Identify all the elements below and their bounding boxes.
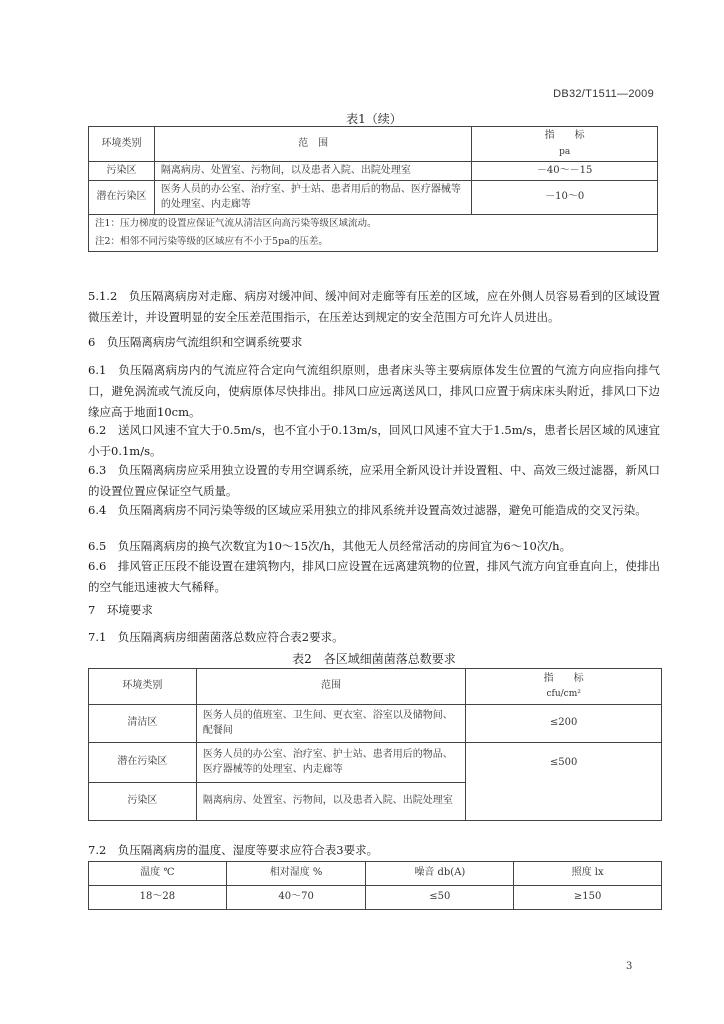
table-row [89, 783, 662, 821]
table2-cell-scope: 医务人员的办公室、治疗室、护士站、患者用后的物品、医疗器械等的处理室、内走廊等 [196, 743, 465, 783]
table2-cell-scope: 医务人员的值班室、卫生间、更衣室、浴室以及储物间、配餐间 [196, 705, 465, 743]
table2-header-env: 环境类别 [89, 669, 197, 705]
table1-cell-scope: 医务人员的办公室、治疗室、护士站、患者用后的物品、医疗器械等的处理室、内走廊等 [154, 181, 471, 215]
paragraph-7-2: 7.2 负压隔离病房的温度、湿度等要求应符合表3要求。 [88, 843, 379, 857]
table3-cell: ≥150 [514, 886, 662, 910]
table-row [89, 181, 658, 215]
table2 [88, 668, 662, 821]
paragraph-6-2: 6.2 送风口风速不宜大于0.5m/s，也不宜小于0.13m/s，回风口风速不宜大于1.5m/s，患者长居区域的风速宜小于0.1m/s。 [88, 423, 660, 458]
table2-cell-value [466, 783, 662, 821]
section-6-heading: 6 负压隔离病房气流组织和空调系统要求 [88, 335, 303, 349]
table3-header: 噪音 db(A) [366, 862, 514, 886]
table2-header-scope: 范围 [196, 669, 465, 705]
table1-header-unit: pa [559, 146, 571, 157]
paragraph-6-4: 6.4 负压隔离病房不同污染等级的区域应采用独立的排风系统并设置高效过滤器，避免可能造成的交叉污染。 [88, 503, 647, 517]
table-row [89, 705, 662, 743]
table2-header-index-label: 指 标 [543, 672, 584, 684]
table3-cell: 18～28 [89, 886, 227, 910]
paragraph-7-1: 7.1 负压隔离病房细菌菌落总数应符合表2要求。 [88, 630, 344, 644]
table3-cell: 40～70 [226, 886, 366, 910]
table-row [89, 743, 662, 783]
table1-header-index-label: 指 标 [544, 130, 585, 141]
table1-header-scope: 范 围 [154, 127, 471, 162]
table2-cell-value: ≤500 [466, 743, 662, 783]
table2-cell-env: 潜在污染区 [89, 743, 197, 783]
table1-cell-env: 潜在污染区 [89, 181, 155, 215]
table1-cell-scope: 隔离病房、处置室、污物间，以及患者入院、出院处理室 [154, 161, 471, 181]
table3-header: 温度 ℃ [89, 862, 227, 886]
table3 [88, 861, 662, 910]
table2-cell-env: 污染区 [89, 783, 197, 821]
table3-header: 照度 lx [514, 862, 662, 886]
table2-caption: 表2 各区域细菌菌落总数要求 [292, 652, 456, 666]
table1-header-env: 环境类别 [89, 127, 155, 162]
table2-header-unit: cfu/cm² [546, 689, 581, 700]
paragraph-6-5: 6.5 负压隔离病房的换气次数宜为10～15次/h，其他无人员经常活动的房间宜为6～10次/h。 [88, 539, 572, 553]
table-row [89, 161, 658, 181]
document-code: DB32/T1511—2009 [553, 88, 654, 100]
table2-cell-scope: 隔离病房、处置室、污物间，以及患者入院、出院处理室 [196, 783, 465, 821]
table1 [88, 126, 658, 252]
table1-note-row [89, 215, 658, 233]
paragraph-6-6: 6.6 排风管正压段不能设置在建筑物内，排风口应设置在远离建筑物的位置，排风气流方向宜垂直向上，使排出的空气能迅速被大气稀释。 [88, 559, 660, 594]
table1-cell-env: 污染区 [89, 161, 155, 181]
table-row [89, 886, 662, 910]
table2-cell-value: ≤200 [466, 705, 662, 743]
section-7-heading: 7 环境要求 [88, 603, 153, 617]
table1-cell-value: －10～0 [472, 181, 658, 215]
table3-cell: ≤50 [366, 886, 514, 910]
table1-cell-value: －40～－15 [472, 161, 658, 181]
table2-cell-env: 清洁区 [89, 705, 197, 743]
paragraph-5-1-2: 5.1.2 负压隔离病房对走廊、病房对缓冲间、缓冲间对走廊等有压差的区域，应在外侧人员容易看到的区域设置微压差计，并设置明显的安全压差范围指示，在压差达到规定的安全范围方可允许人员进出。 [88, 289, 660, 324]
table1-header-index [472, 127, 658, 162]
paragraph-6-3: 6.3 负压隔离病房应采用独立设置的专用空调系统，应采用全新风设计并设置粗、中、高效三级过滤器，新风口的设置位置应保证空气质量。 [88, 463, 660, 498]
page-number: 3 [626, 961, 633, 972]
table1-note: 注2：相邻不同污染等级的区域应有不小于5pa的压差。 [89, 233, 658, 251]
table2-header-index [466, 669, 662, 705]
table1-note: 注1：压力梯度的设置应保证气流从清洁区向高污染等级区域流动。 [89, 215, 658, 233]
table3-header: 相对湿度 % [226, 862, 366, 886]
paragraph-6-1: 6.1 负压隔离病房内的气流应符合定向气流组织原则，患者床头等主要病原体发生位置的气流方向应指向排气口，避免涡流或气流反向，使病原体尽快排出。排风口应远离送风口，排风口应置于病床床头附近，排风口下边缘应高于地面10cm。 [88, 363, 660, 419]
table1-note-row [89, 233, 658, 251]
table1-caption: 表1（续） [346, 112, 402, 126]
